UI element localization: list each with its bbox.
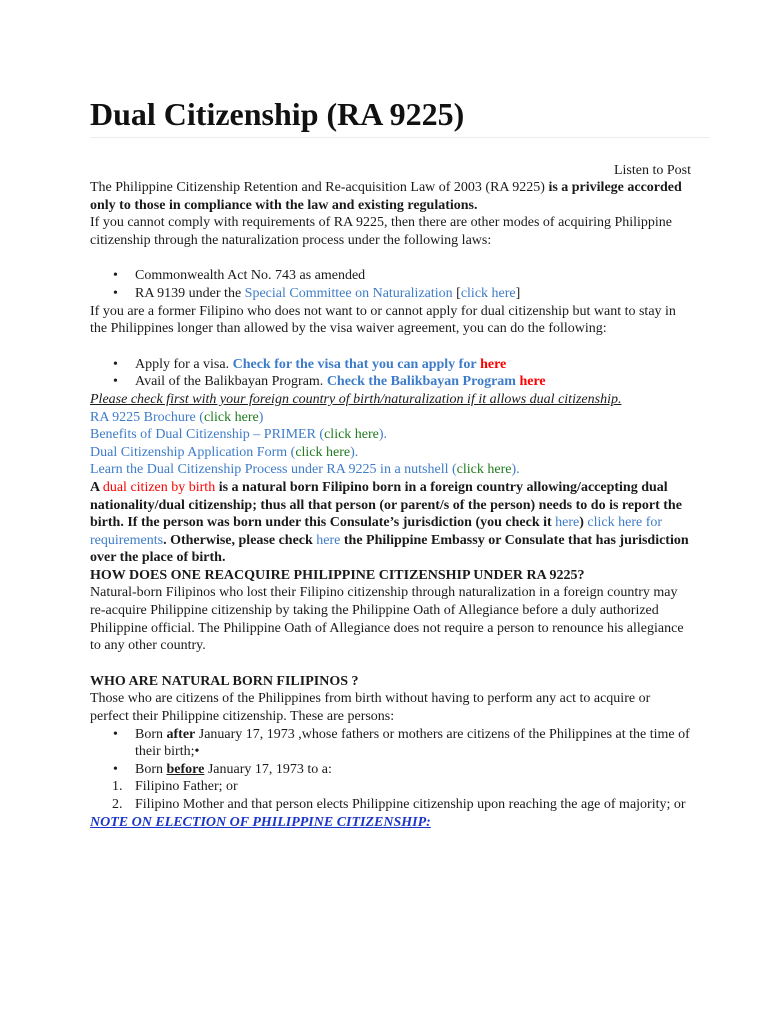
- reacquire-heading: HOW DOES ONE REACQUIRE PHILIPPINE CITIZENSHIP UNDER RA 9225?: [90, 567, 585, 583]
- list-item: • RA 9139 under the Special Committee on Naturalization [click here]: [113, 285, 521, 301]
- article-body: [90, 179, 690, 831]
- intro-paragraph: The Philippine Citizenship Retention and Re-acquisition Law of 2003 (RA 9225) is a privilege accorded only to those in compliance with the law and existing regulations.: [90, 180, 682, 213]
- natural-born-list: [90, 726, 690, 779]
- balikbayan-link[interactable]: Check the Balikbayan Program: [326, 374, 516, 390]
- title-divider: [90, 137, 710, 138]
- benefits-line: Benefits of Dual Citizenship – PRIMER (click here).: [90, 427, 388, 443]
- list-item: • Born after January 17, 1973 ,whose fathers or mothers are citizens of the Philippines at the time of their birth;•: [113, 726, 690, 760]
- list-item: 1. Filipino Father; or: [112, 779, 238, 795]
- jurisdiction-here-link[interactable]: here: [555, 515, 580, 531]
- check-first-note: Please check first with your foreign country of birth/naturalization if it allows dual citizenship.: [90, 391, 622, 407]
- options-list: [90, 356, 690, 391]
- benefits-click-link[interactable]: click here: [324, 427, 379, 443]
- intro-paragraph-2: If you cannot comply with requirements of RA 9225, then there are other modes of acquiring Philippine citizenship through the naturalization process under the following laws:: [90, 215, 673, 248]
- list-item: • Commonwealth Act No. 743 as amended: [113, 268, 366, 284]
- natural-born-heading: WHO ARE NATURAL BORN FILIPINOS ?: [90, 673, 359, 689]
- visa-here-link[interactable]: here: [480, 356, 507, 372]
- embassy-here-link[interactable]: here: [316, 532, 341, 548]
- learn-click-link[interactable]: click here: [456, 462, 512, 478]
- brochure-line: RA 9225 Brochure (click here): [90, 409, 264, 425]
- balikbayan-here-link[interactable]: here: [519, 374, 546, 390]
- list-item: • Born before January 17, 1973 to a:: [113, 761, 332, 777]
- form-line: Dual Citizenship Application Form (click here).: [90, 444, 359, 460]
- list-item: • Avail of the Balikbayan Program. Check the Balikbayan Program here: [113, 374, 546, 390]
- list-item: • Apply for a visa. Check for the visa that you can apply for here: [113, 356, 507, 372]
- special-committee-link[interactable]: Special Committee on Naturalization: [244, 285, 453, 301]
- former-filipino-paragraph: If you are a former Filipino who does not want to or cannot apply for dual citizenship but want to stay in the Philippines longer than allowed by the visa waiver agreement, you can do the following:: [90, 303, 676, 337]
- listen-to-post-link[interactable]: Listen to Post: [613, 163, 691, 178]
- reacquire-paragraph: Natural-born Filipinos who lost their Filipino citizenship through naturalization in a foreign country may re-acquire Philippine citizenship by taking the Philippine Oath of Allegiance before a duly authorized Philippine official. The Philippine Oath of Allegiance does not require a person to renounce his allegiance to any other country.: [90, 585, 684, 654]
- page-title: Dual Citizenship (RA 9225): [90, 96, 465, 132]
- parent-list: [90, 778, 690, 813]
- learn-line: Learn the Dual Citizenship Process under RA 9225 in a nutshell (click here).: [90, 462, 520, 478]
- laws-list: [90, 267, 690, 302]
- click-here-link[interactable]: click here: [460, 285, 516, 301]
- election-note-link[interactable]: NOTE ON ELECTION OF PHILIPPINE CITIZENSHIP:: [90, 814, 431, 830]
- list-item: 2. Filipino Mother and that person elects Philippine citizenship upon reaching the age of majority; or: [112, 797, 686, 812]
- form-click-link[interactable]: click here: [295, 444, 351, 460]
- visa-link[interactable]: Check for the visa that you can apply for: [232, 356, 477, 372]
- natural-born-paragraph: Those who are citizens of the Philippines from birth without having to perform any act to acquire or perfect their Philippine citizenship. These are persons:: [90, 691, 651, 725]
- dual-by-birth-paragraph: A dual citizen by birth is a natural born Filipino born in a foreign country allowing/accepting dual nationality/dual citizenship; thus all that person (or parent/s of the person) needs to do is report the birth. If the person was born under this Consulate’s jurisdiction (you check it here) click here for requirements. Otherwise, please check here the Philippine Embassy or Consulate that has jurisdiction over the place of birth.: [90, 479, 689, 566]
- requirements-link[interactable]: click here for requirements: [90, 515, 663, 548]
- brochure-click-link[interactable]: click here: [203, 409, 259, 425]
